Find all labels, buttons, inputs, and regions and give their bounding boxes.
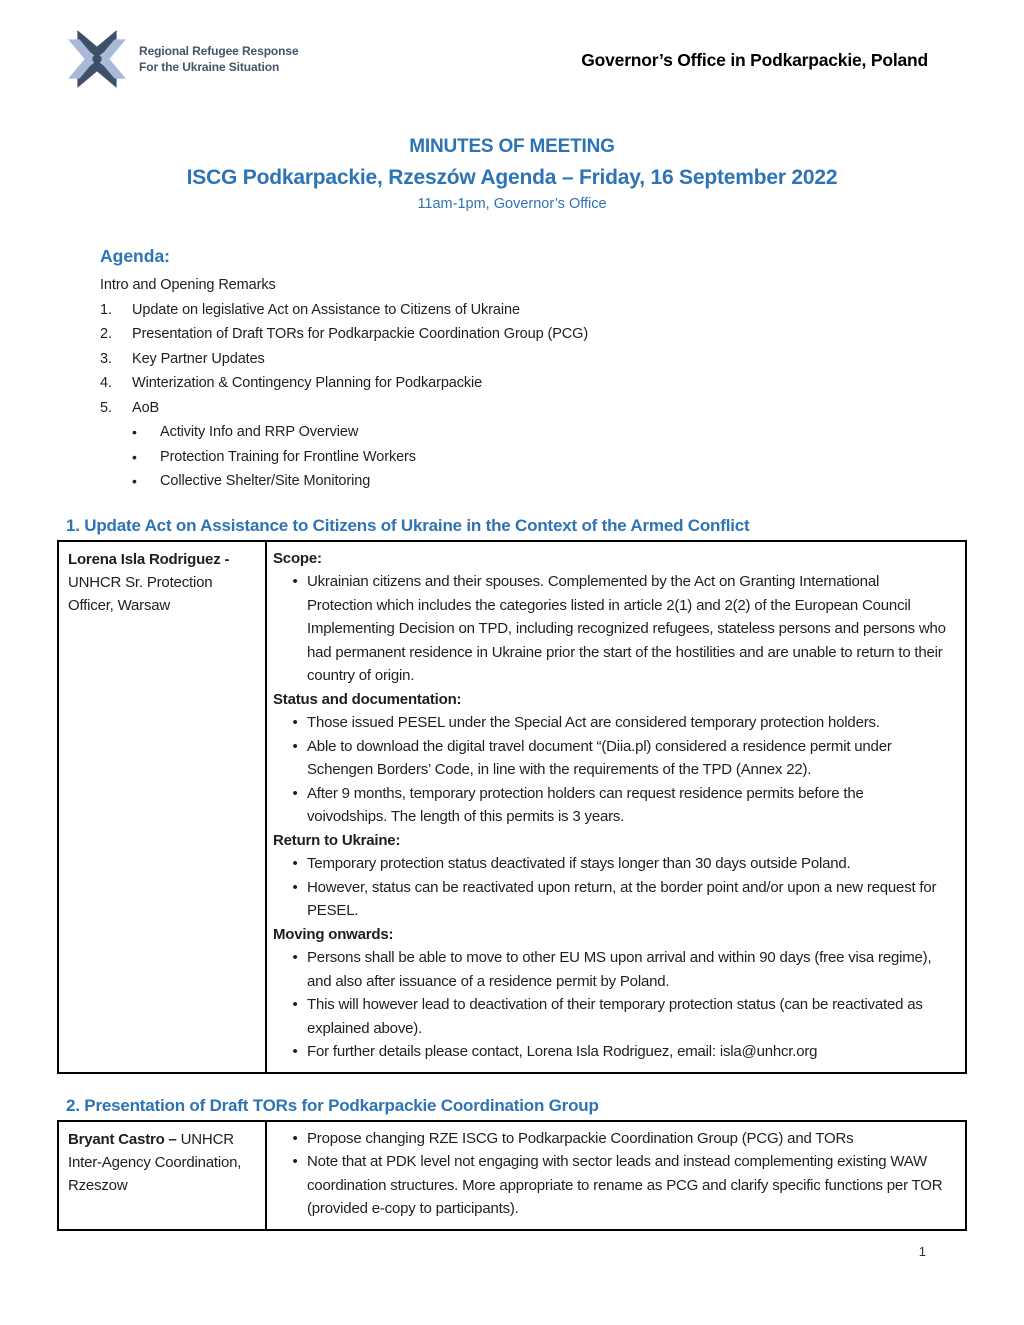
item-number: 5. <box>100 399 112 416</box>
section-1-heading: 1. Update Act on Assistance to Citizens of Ukraine in the Context of the Armed Conflict <box>66 515 750 535</box>
doc-title: MINUTES OF MEETING <box>409 136 615 157</box>
block-label: Moving onwards: <box>273 925 394 943</box>
agenda-intro: Intro and Opening Remarks <box>100 277 276 293</box>
table-row <box>58 1121 966 1230</box>
rrr-logo-icon <box>64 26 130 92</box>
item-text: Winterization & Contingency Planning for Podkarpackie <box>132 375 483 391</box>
item-text: Presentation of Draft TORs for Podkarpackie Coordination Group (PCG) <box>132 326 589 342</box>
document-title-block <box>0 136 1024 212</box>
section-1-table <box>57 540 967 1074</box>
bullet-item: • After 9 months, temporary protection holders can request residence permits before the voivodships. The length of this permits is 3 years. <box>273 782 947 829</box>
list-item <box>100 298 1024 323</box>
list-item <box>100 469 1024 494</box>
speaker-role: UNHCR Inter-Agency Coordination, Rzeszow <box>68 1130 242 1194</box>
item-text: • Collective Shelter/Site Monitoring <box>160 473 371 489</box>
speaker-cell <box>58 1121 266 1230</box>
office-title: Governor’s Office in Podkarpackie, Poland <box>581 50 928 70</box>
item-number: 1. <box>100 301 112 318</box>
bullet-item: • Temporary protection status deactivated if stays longer than 30 days outside Poland. <box>273 852 947 876</box>
list-item <box>100 347 1024 372</box>
section-2-table <box>57 1120 967 1231</box>
page-header <box>0 0 1024 92</box>
agenda-section <box>100 246 1024 494</box>
rrr-logo-text <box>139 43 299 75</box>
block-label: Scope: <box>273 549 322 567</box>
list-item <box>100 420 1024 445</box>
item-text: Key Partner Updates <box>132 350 265 367</box>
item-text: • Activity Info and RRP Overview <box>160 424 359 440</box>
speaker-name: Bryant Castro – <box>68 1130 177 1148</box>
bullet-item: • This will however lead to deactivation of their temporary protection status (can be reactivated as explained above). <box>273 993 947 1040</box>
speaker-role: UNHCR Sr. Protection Officer, Warsaw <box>68 573 213 614</box>
table-row <box>58 541 966 1073</box>
speaker-cell <box>58 541 266 1073</box>
bullet-item: • However, status can be reactivated upon return, at the border point and/or upon a new request for PESEL. <box>273 876 947 923</box>
bullet-item: • Propose changing RZE ISCG to Podkarpackie Coordination Group (PCG) and TORs <box>273 1127 947 1151</box>
list-item <box>100 371 1024 396</box>
list-item <box>100 322 1024 347</box>
bullet-item: • Persons shall be able to move to other EU MS upon arrival and within 90 days (free visa regime), and also after issuance of a residence permit by Poland. <box>273 946 947 993</box>
agenda-heading: Agenda: <box>100 246 170 266</box>
block-label: Status and documentation: <box>273 690 462 708</box>
bullet-item: • For further details please contact, Lorena Isla Rodriguez, email: isla@unhcr.org <box>273 1040 947 1064</box>
notes-cell <box>266 541 966 1073</box>
logo-text-line2: For the Ukraine Situation <box>139 60 280 74</box>
item-text: • Protection Training for Frontline Workers <box>160 448 416 465</box>
list-item <box>100 396 1024 421</box>
bullet-item: • Able to download the digital travel document “(Diia.pl) considered a residence permit under Schengen Borders’ Code, in line with the requirements of the TPD (Annex 22). <box>273 735 947 782</box>
doc-subtitle: ISCG Podkarpackie, Rzeszów Agenda – Friday, 16 September 2022 <box>186 166 838 189</box>
block-label: Return to Ukraine: <box>273 831 401 849</box>
item-number: 3. <box>100 350 112 367</box>
item-number: 2. <box>100 326 112 342</box>
doc-time-location: 11am-1pm, Governor’s Office <box>417 196 607 212</box>
item-text: Update on legislative Act on Assistance to Citizens of Ukraine <box>132 301 520 318</box>
section-2-heading: 2. Presentation of Draft TORs for Podkarpackie Coordination Group <box>66 1095 599 1115</box>
logo-text-line1: Regional Refugee Response <box>139 43 299 58</box>
page-number: 1 <box>918 1244 926 1259</box>
speaker-name: Lorena Isla Rodriguez - <box>68 550 230 568</box>
bullet-item: • Those issued PESEL under the Special Act are considered temporary protection holders. <box>273 711 947 735</box>
rrr-logo <box>64 26 299 92</box>
item-text: AoB <box>132 399 160 416</box>
bullet-item: • Ukrainian citizens and their spouses. Complemented by the Act on Granting International Protection which includes the categories listed in article 2(1) and 2(2) of the European Council Implementing Decision on TPD, including recognized refugees, stateless persons and persons who had permanent residence in Ukraine prior the start of the hostilities and are unable to return to their country of origin. <box>273 570 947 688</box>
item-number: 4. <box>100 375 112 391</box>
notes-cell <box>266 1121 966 1230</box>
list-item <box>100 445 1024 470</box>
bullet-item: • Note that at PDK level not engaging with sector leads and instead complementing existing WAW coordination structures. More appropriate to rename as PCG and clarify specific functions per TOR (provided e-copy to participants). <box>273 1150 947 1221</box>
